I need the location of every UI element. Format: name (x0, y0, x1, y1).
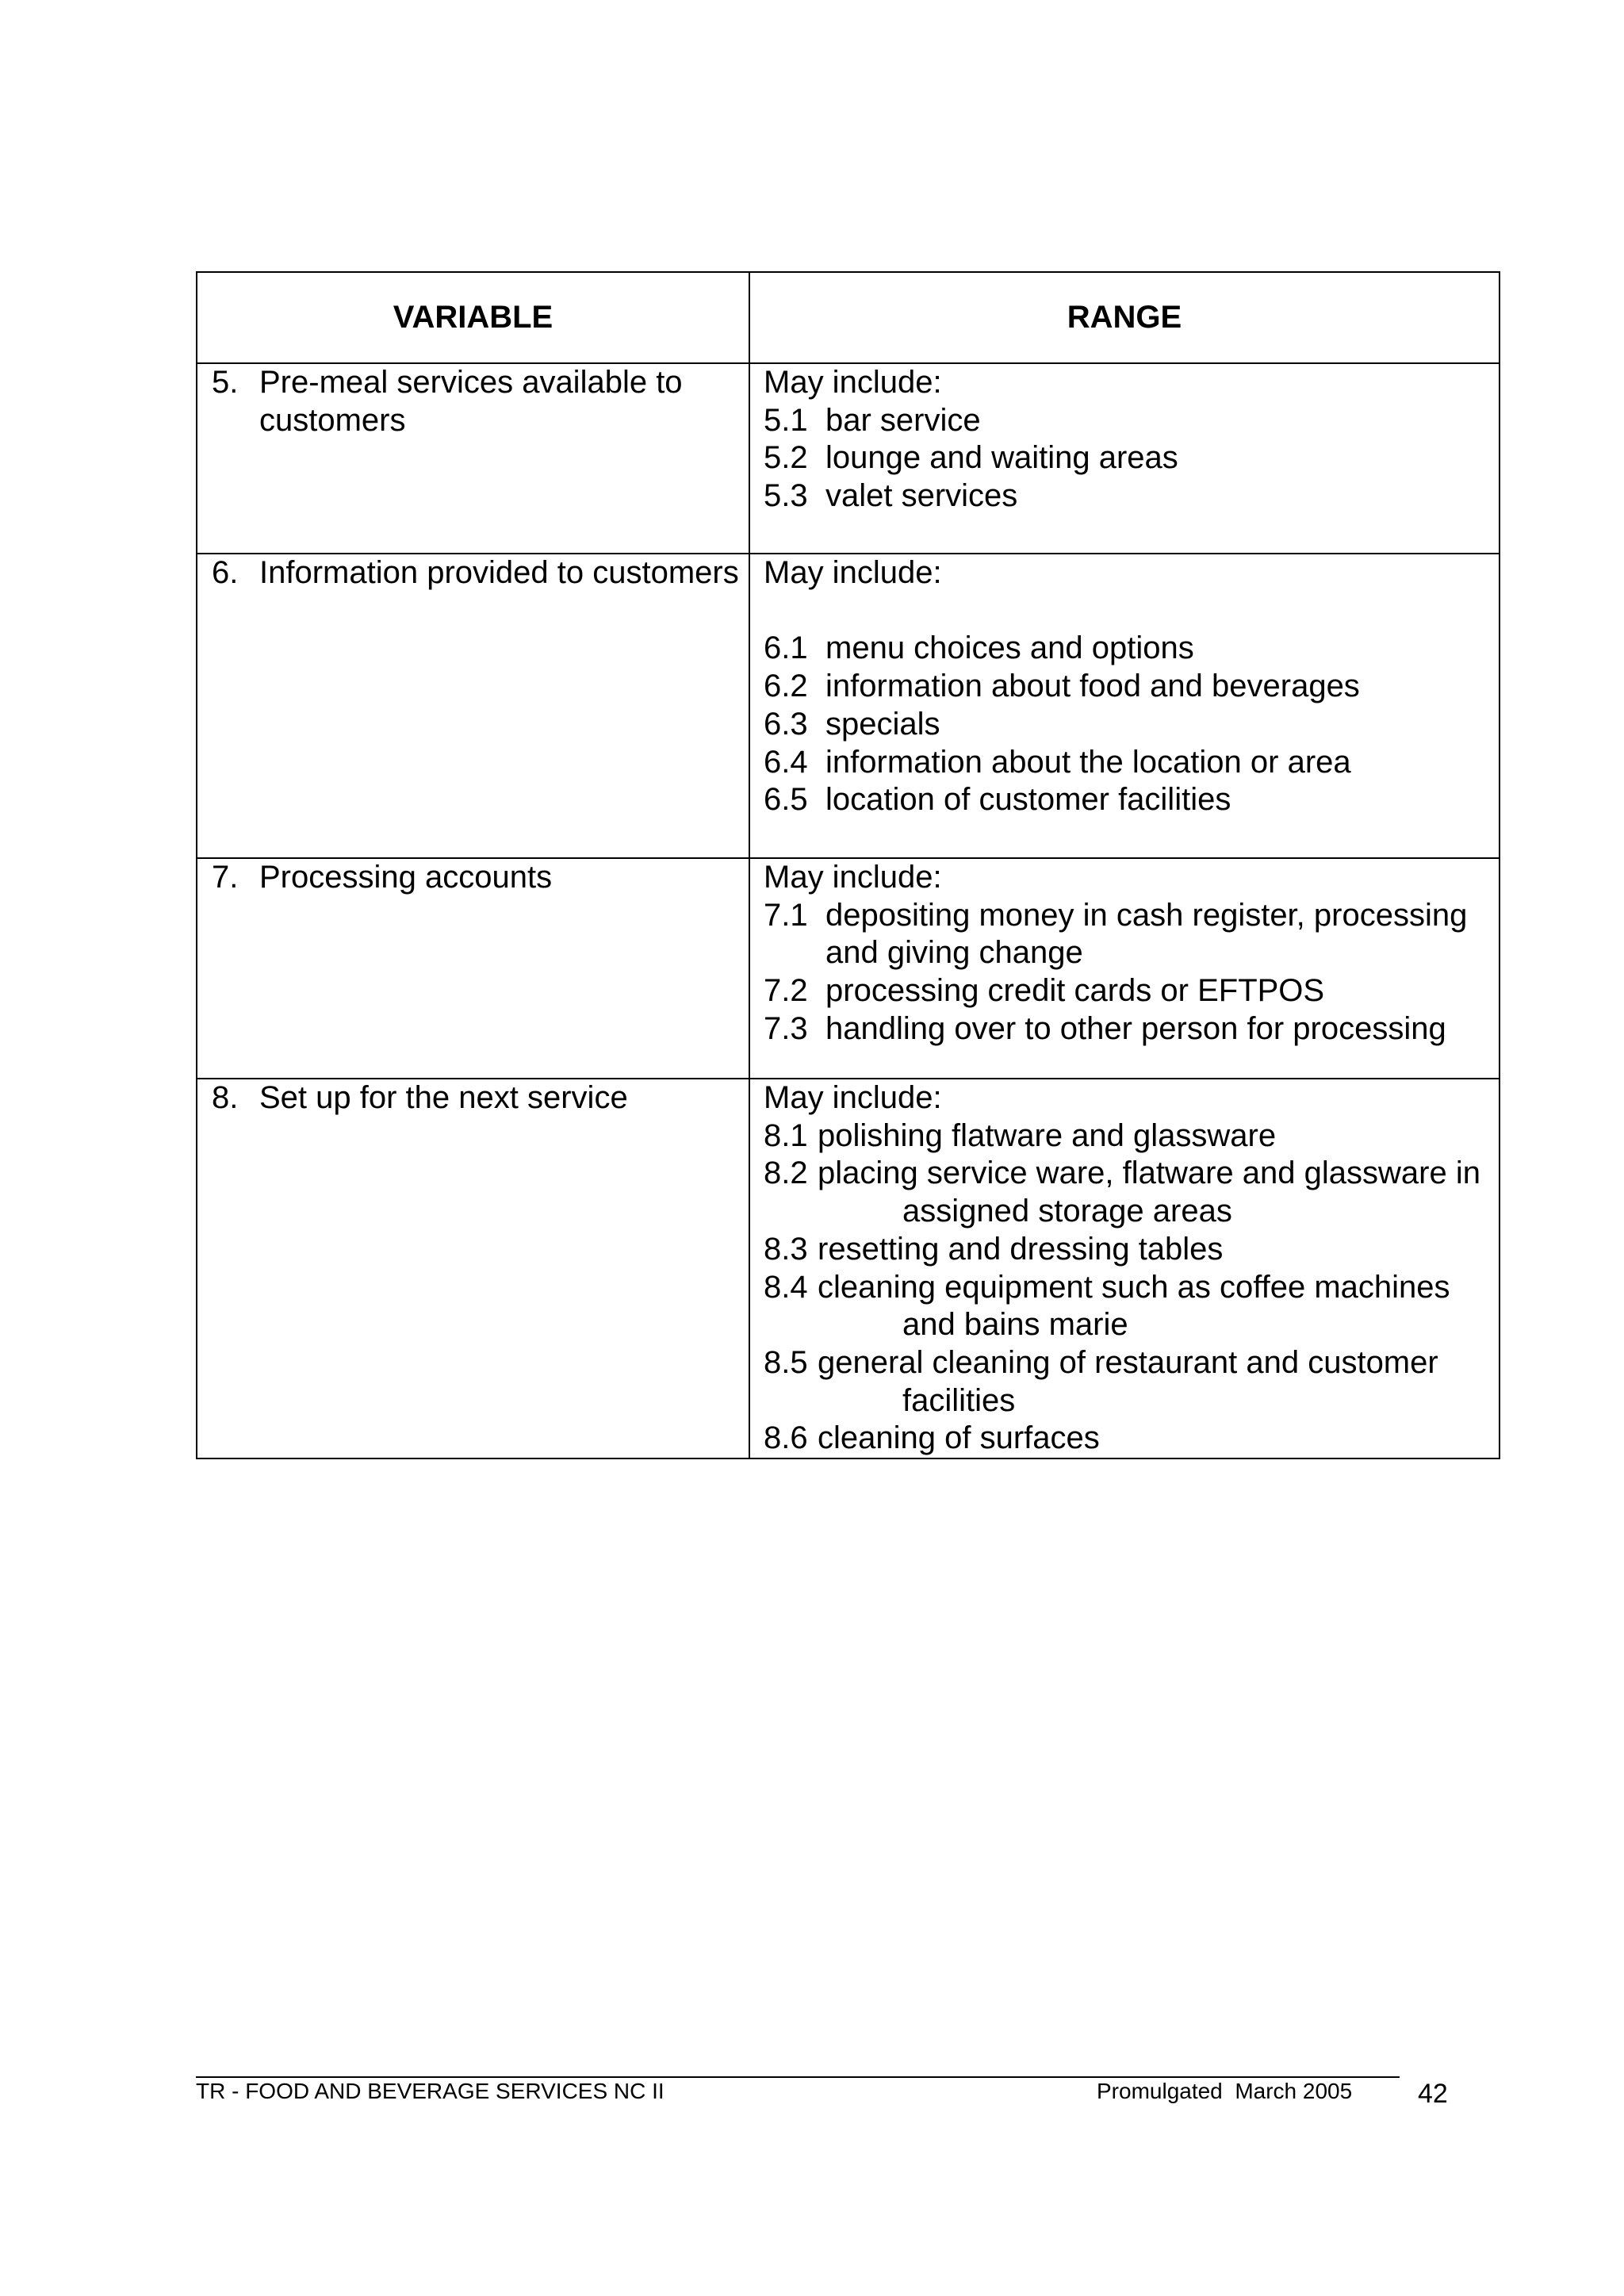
range-cell (749, 1079, 1500, 1458)
range-item-text: information about food and beverages (825, 669, 1360, 704)
range-item-text: menu choices and options (825, 631, 1194, 666)
range-cell (749, 858, 1500, 1079)
range-intro: May include: (764, 555, 942, 590)
table-row (197, 554, 1500, 858)
variable-cell (197, 554, 749, 858)
range-item (764, 1231, 1491, 1269)
header-range: RANGE (749, 272, 1500, 363)
variable-number: 8. (212, 1080, 239, 1115)
range-item-number: 8.4 (764, 1269, 808, 1305)
range-item (764, 402, 1491, 440)
range-item-text: valet services (825, 478, 1018, 514)
range-item (764, 630, 1491, 668)
range-item-text: placing service ware, flatware and glassware in assigned storage areas (818, 1156, 1480, 1229)
variable-cell (197, 363, 749, 554)
variable-text: Processing accounts (259, 860, 553, 895)
variable-item (212, 859, 741, 897)
variable-item (212, 554, 741, 592)
range-item-number: 6.4 (764, 744, 808, 780)
range-item-text: processing credit cards or EFTPOS (825, 973, 1325, 1009)
range-item-number: 7.3 (764, 1010, 808, 1046)
range-item (764, 1269, 1491, 1344)
page-number: 42 (1418, 2079, 1448, 2109)
variable-number: 6. (212, 555, 239, 590)
range-item-number: 8.2 (764, 1156, 808, 1191)
range-cell (749, 363, 1500, 554)
table-row (197, 363, 1500, 554)
range-item (764, 972, 1491, 1010)
range-item-text: polishing flatware and glassware (818, 1117, 1277, 1153)
range-item (764, 1117, 1491, 1156)
table-row (197, 858, 1500, 1079)
range-item-text: lounge and waiting areas (825, 440, 1178, 476)
variable-number: 5. (212, 365, 239, 400)
range-item-number: 8.1 (764, 1117, 808, 1153)
range-item-number: 8.3 (764, 1231, 808, 1267)
range-item-text: depositing money in cash register, processing and giving change (825, 897, 1468, 971)
range-item-text: resetting and dressing tables (818, 1231, 1224, 1267)
range-item (764, 897, 1491, 972)
range-item-number: 6.3 (764, 706, 808, 742)
range-intro: May include: (764, 365, 942, 400)
range-item-text: general cleaning of restaurant and customer facilities (818, 1344, 1438, 1418)
range-item-text: specials (825, 706, 940, 742)
range-item-number: 5.3 (764, 478, 808, 514)
range-item-number: 7.2 (764, 973, 808, 1009)
range-item (764, 1155, 1491, 1230)
range-item (764, 781, 1491, 819)
range-item (764, 439, 1491, 477)
variable-item (212, 364, 741, 439)
range-cell (749, 554, 1500, 858)
range-item-number: 6.2 (764, 669, 808, 704)
range-item-text: cleaning of surfaces (818, 1420, 1100, 1456)
range-item (764, 1344, 1491, 1420)
variable-number: 7. (212, 860, 239, 895)
header-variable: VARIABLE (197, 272, 749, 363)
range-item (764, 744, 1491, 782)
range-item-number: 8.5 (764, 1344, 808, 1380)
range-item (764, 706, 1491, 744)
range-item-text: information about the location or area (825, 744, 1351, 780)
variable-text: Pre-meal services available to customers (259, 365, 683, 438)
range-item (764, 1420, 1491, 1458)
variable-cell (197, 1079, 749, 1458)
table-header-row (197, 272, 1500, 363)
range-item (764, 1010, 1491, 1048)
range-item-number: 8.6 (764, 1420, 808, 1456)
range-item-text: location of customer facilities (825, 782, 1231, 818)
range-item-number: 6.1 (764, 631, 808, 666)
variable-item (212, 1079, 741, 1117)
variable-text: Set up for the next service (259, 1080, 628, 1115)
range-item-number: 5.1 (764, 402, 808, 438)
range-intro: May include: (764, 860, 942, 895)
spacer (764, 592, 1491, 631)
variable-text: Information provided to customers (259, 555, 739, 590)
footer-promulgated-date: Promulgated March 2005 (1097, 2079, 1353, 2103)
range-item (764, 668, 1491, 706)
range-item-number: 6.5 (764, 782, 808, 818)
range-item-text: cleaning equipment such as coffee machines and bains marie (818, 1269, 1450, 1343)
range-item-number: 5.2 (764, 440, 808, 476)
variable-cell (197, 858, 749, 1079)
range-item (764, 477, 1491, 516)
table-row (197, 1079, 1500, 1458)
range-intro: May include: (764, 1080, 942, 1115)
range-item-text: handling over to other person for processing (825, 1010, 1446, 1046)
competency-range-table (196, 271, 1500, 1459)
range-item-number: 7.1 (764, 897, 808, 933)
footer-document-title: TR - FOOD AND BEVERAGE SERVICES NC II (196, 2079, 665, 2103)
range-item-text: bar service (825, 402, 981, 438)
